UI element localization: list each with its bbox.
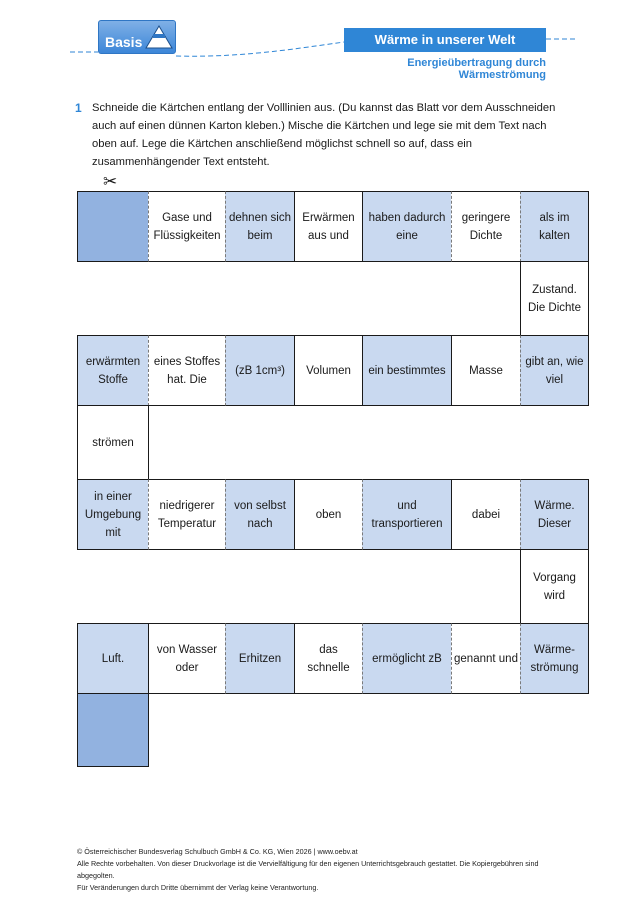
card[interactable]: Wärme-strömung: [520, 623, 589, 694]
card[interactable]: in einer Umgebung mit: [77, 479, 149, 550]
header-dashed-line-right: [546, 36, 576, 42]
card[interactable]: dehnen sich beim: [225, 191, 295, 262]
card[interactable]: Erhitzen: [225, 623, 295, 694]
card[interactable]: Volumen: [294, 335, 363, 406]
logo-text: Basis: [105, 34, 143, 50]
worksheet-title: Wärme in unserer Welt: [344, 28, 546, 52]
card[interactable]: strömen: [77, 405, 149, 480]
footer-rights: Alle Rechte vorbehalten. Von dieser Druckvorlage ist die Vervielfältigung für den eigenen Unterrichtsgebrauch gestattet. Die Kopiergebühren sind abgegolten.: [77, 859, 539, 880]
footer-copyright: © Österreichischer Bundesverlag Schulbuch GmbH & Co. KG, Wien 2026 | www.oebv.at: [77, 847, 358, 856]
card[interactable]: von Wasser oder: [148, 623, 226, 694]
card[interactable]: das schnelle: [294, 623, 363, 694]
card[interactable]: und transportieren: [362, 479, 452, 550]
task-instructions: Schneide die Kärtchen entlang der Volllinien aus. (Du kannst das Blatt vor dem Ausschneiden auch auf einen dünnen Karton kleben.) Mische die Kärtchen und lege sie mit dem Text nach oben auf. Lege die Kärtchen anschließend möglichst schnell so auf, dass ein zusammenhängender Text entsteht.: [92, 102, 556, 168]
card[interactable]: als im kalten: [520, 191, 589, 262]
footer-disclaimer: Für Veränderungen durch Dritte übernimmt der Verlag keine Verantwortung.: [77, 883, 319, 892]
card[interactable]: (zB 1cm³): [225, 335, 295, 406]
scissors-icon: ✂: [103, 172, 118, 191]
card[interactable]: eines Stoffes hat. Die: [148, 335, 226, 406]
basis-logo: [98, 20, 176, 54]
card[interactable]: ermöglicht zB: [362, 623, 452, 694]
footer: [77, 846, 577, 894]
card[interactable]: haben dadurch eine: [362, 191, 452, 262]
card[interactable]: Erwärmen aus und: [294, 191, 363, 262]
card[interactable]: geringere Dichte: [451, 191, 521, 262]
card[interactable]: Gase und Flüssigkeiten: [148, 191, 226, 262]
card-end[interactable]: [77, 693, 149, 767]
triangle-logo-icon: [145, 24, 173, 50]
card[interactable]: niedrigerer Temperatur: [148, 479, 226, 550]
card[interactable]: gibt an, wie viel: [520, 335, 589, 406]
card[interactable]: dabei: [451, 479, 521, 550]
card[interactable]: ein bestimmtes: [362, 335, 452, 406]
card[interactable]: Zustand. Die Dichte: [520, 261, 589, 336]
card[interactable]: von selbst nach: [225, 479, 295, 550]
card[interactable]: genannt und: [451, 623, 521, 694]
card[interactable]: Wärme. Dieser: [520, 479, 589, 550]
task-number: 1: [75, 101, 82, 115]
card[interactable]: Masse: [451, 335, 521, 406]
card[interactable]: oben: [294, 479, 363, 550]
worksheet-subtitle: Energieübertragung durch Wärmeströmung: [407, 57, 546, 81]
card[interactable]: Vorgang wird: [520, 549, 589, 624]
card[interactable]: erwärmten Stoffe: [77, 335, 149, 406]
card[interactable]: Luft.: [77, 623, 149, 694]
card-start[interactable]: [77, 191, 149, 262]
